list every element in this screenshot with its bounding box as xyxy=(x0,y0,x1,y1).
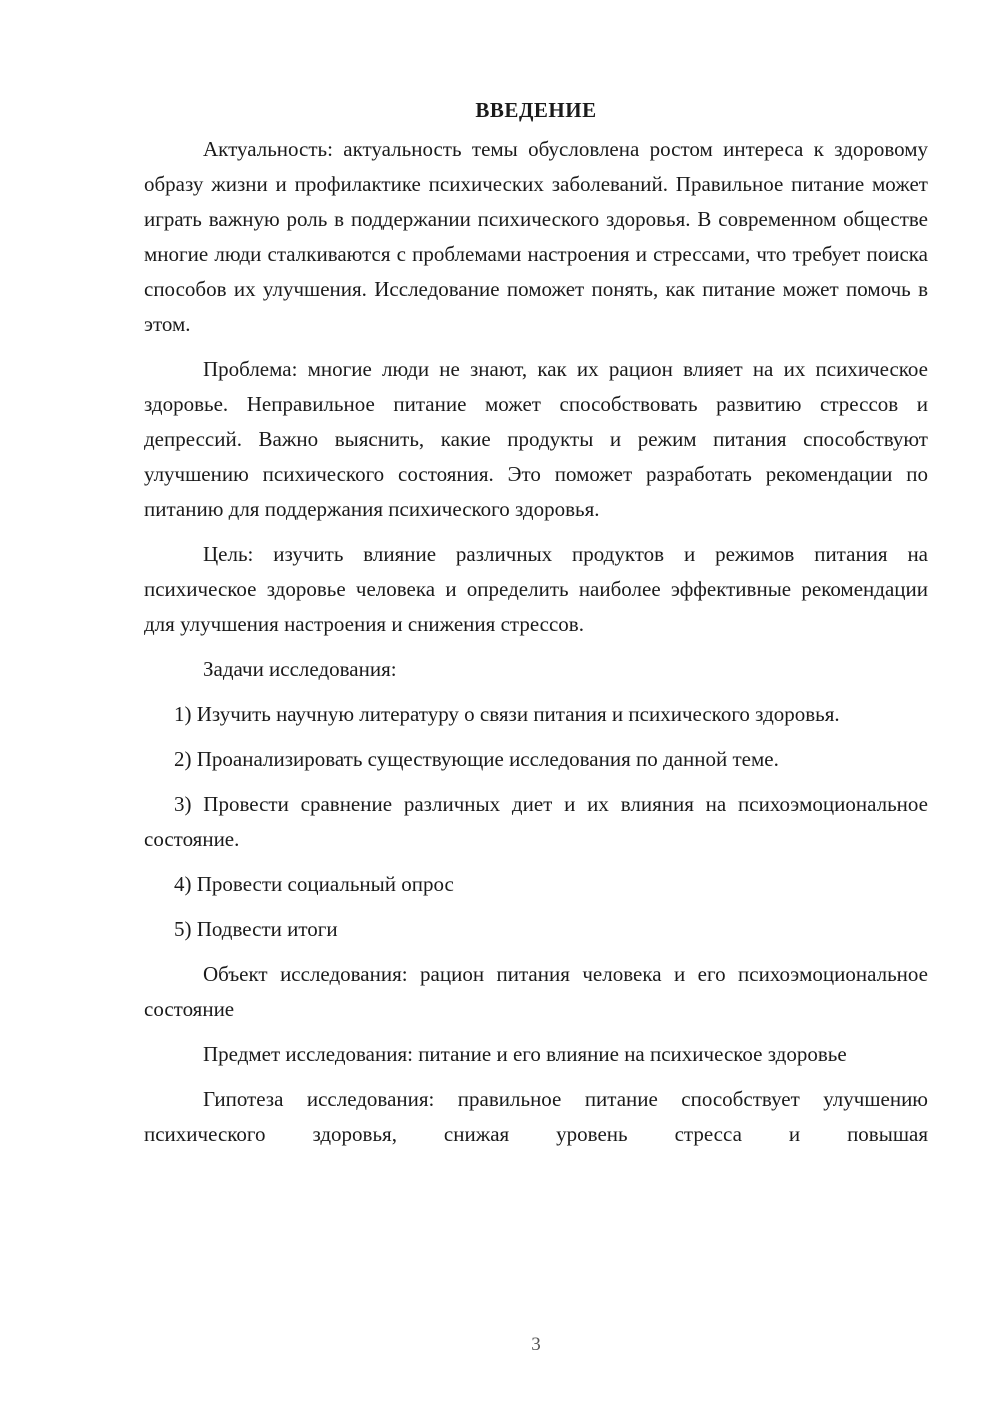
tasks-list xyxy=(144,697,928,947)
subject-paragraph: Предмет исследования: питание и его влияние на психическое здоровье xyxy=(203,1042,847,1066)
list-item: 3) Провести сравнение различных диет и их влияния на психоэмоциональное состояние. xyxy=(144,792,928,851)
document-page xyxy=(144,92,928,1162)
list-item: 1) Изучить научную литературу о связи питания и психического здоровья. xyxy=(174,702,840,726)
section-title: ВВЕДЕНИЕ xyxy=(475,98,597,122)
list-item: 2) Проанализировать существующие исследования по данной теме. xyxy=(174,747,779,771)
goal-paragraph: Цель: изучить влияние различных продуктов и режимов питания на психическое здоровье человека и определить наиболее эффективные рекомендации для улучшения настроения и снижения стрессов. xyxy=(144,542,928,636)
object-paragraph: Объект исследования: рацион питания человека и его психоэмоциональное состояние xyxy=(144,962,928,1021)
list-item: 4) Провести социальный опрос xyxy=(174,872,454,896)
tasks-heading: Задачи исследования: xyxy=(203,657,397,681)
list-item: 5) Подвести итоги xyxy=(174,917,338,941)
relevance-paragraph: Актуальность: актуальность темы обусловлена ростом интереса к здоровому образу жизни и профилактике психических заболеваний. Правильное питание может играть важную роль в поддержании психического здоровья. В современном обществе многие люди сталкиваются с проблемами настроения и стрессами, что требует поиска способов их улучшения. Исследование поможет понять, как питание может помочь в этом. xyxy=(144,137,928,336)
hypothesis-paragraph: Гипотеза исследования: правильное питание способствует улучшению психического здоровья, снижая уровень стресса и повышая xyxy=(144,1087,928,1146)
problem-paragraph: Проблема: многие люди не знают, как их рацион влияет на их психическое здоровье. Неправильное питание может способствовать развитию стрессов и депрессий. Важно выяснить, какие продукты и режим питания способствуют улучшению психического состояния. Это поможет разработать рекомендации по питанию для поддержания психического здоровья. xyxy=(144,357,928,521)
page-number: 3 xyxy=(531,1334,541,1355)
